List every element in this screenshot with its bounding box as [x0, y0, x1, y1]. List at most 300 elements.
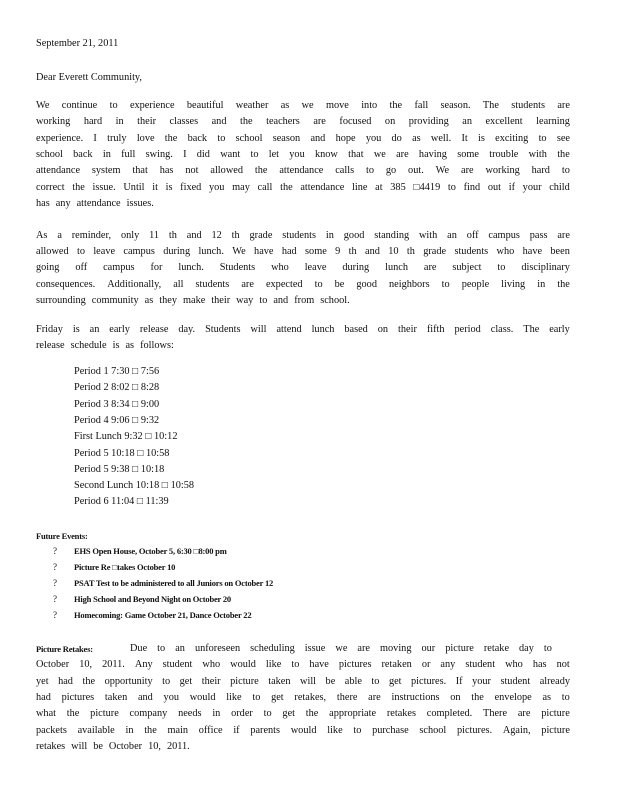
word: teachers: [266, 116, 300, 128]
word: grade: [423, 246, 447, 258]
word: school: [36, 148, 63, 160]
word: the: [82, 675, 96, 687]
word: learning: [536, 116, 570, 128]
word: as: [125, 340, 135, 351]
bullet-icon: ?: [53, 594, 57, 604]
event-item: PSAT Test to be administered to all Juniors on October 12: [74, 578, 274, 588]
word: student: [465, 659, 496, 671]
word: picture: [541, 724, 570, 736]
word: retaken: [381, 659, 412, 671]
word: school.: [320, 294, 350, 306]
text-line: [36, 99, 570, 112]
word: has: [36, 197, 50, 209]
schedule-row: Period 6 11:04 □ 11:39: [74, 496, 169, 508]
future-events-heading: Future Events:: [36, 531, 88, 541]
word: to: [291, 659, 300, 671]
word: with: [418, 230, 438, 241]
word: for: [150, 262, 163, 274]
word: go: [385, 165, 397, 177]
schedule-row: Period 1 7:30 □ 7:56: [74, 366, 160, 377]
word: in: [212, 708, 221, 720]
word: allowed: [36, 246, 69, 258]
word: pictures.: [411, 675, 447, 687]
word: issue.: [92, 181, 116, 193]
word: opportunity: [104, 675, 153, 687]
word: into: [361, 100, 378, 111]
word: The: [523, 324, 540, 335]
word: period: [454, 324, 481, 335]
word: early: [109, 324, 130, 335]
text-line: [36, 197, 160, 210]
word: th: [231, 230, 240, 241]
word: system: [91, 165, 121, 177]
word: will: [71, 740, 88, 752]
word: expected: [265, 278, 303, 290]
word: your: [472, 675, 491, 687]
word: packets: [36, 724, 67, 736]
word: people: [461, 278, 490, 290]
event-item: High School and Beyond Night on October 20: [74, 594, 231, 604]
word: 10: [388, 246, 399, 258]
word: scheduling: [250, 643, 295, 654]
word: who: [271, 262, 289, 274]
word: the: [164, 132, 178, 144]
word: release: [36, 340, 65, 351]
word: call: [257, 181, 273, 193]
text-line: [130, 642, 552, 655]
word: would: [189, 691, 216, 703]
word: there: [336, 691, 358, 703]
word: retakes: [386, 708, 416, 720]
word: instructions: [391, 691, 440, 703]
word: are: [517, 708, 531, 720]
word: exciting: [495, 132, 529, 144]
text-line: [36, 724, 570, 737]
word: had: [36, 691, 51, 703]
picture-retakes-heading: Picture Retakes:: [36, 644, 93, 654]
word: with: [528, 148, 547, 160]
word: it: [152, 181, 158, 193]
word: company: [129, 708, 168, 720]
word: has: [532, 659, 547, 671]
text-line: [36, 658, 570, 671]
word: student: [500, 675, 531, 687]
word: has: [159, 165, 174, 177]
schedule-row: Period 5 9:38 □ 10:18: [74, 463, 165, 475]
word: October: [36, 659, 70, 671]
word: that: [132, 165, 148, 177]
word: get: [388, 675, 402, 687]
word: moving: [380, 643, 412, 654]
text-line: [36, 691, 570, 704]
word: want: [220, 148, 241, 160]
word: and: [310, 132, 326, 144]
word: at: [375, 181, 383, 193]
word: back: [187, 132, 208, 144]
word: attendance: [300, 181, 345, 193]
text-line: [36, 707, 570, 720]
word: hard: [531, 165, 550, 177]
word: season: [272, 132, 301, 144]
word: lunch: [385, 262, 408, 274]
letter-date: September 21, 2011: [36, 38, 119, 49]
word: as: [144, 294, 154, 306]
word: attendance: [76, 197, 121, 209]
word: are: [557, 230, 570, 241]
word: to: [259, 294, 268, 306]
text-line: [36, 740, 196, 753]
word: to: [76, 246, 85, 258]
word: our: [421, 643, 436, 654]
word: campus: [123, 246, 155, 258]
word: to: [314, 278, 323, 290]
word: main: [167, 724, 189, 736]
word: find: [463, 181, 481, 193]
word: off: [75, 262, 88, 274]
word: We: [232, 246, 246, 258]
word: subject: [452, 262, 482, 274]
text-line: [36, 278, 570, 291]
word: all: [173, 278, 184, 290]
word: 11: [149, 230, 160, 241]
word: completed.: [426, 708, 473, 720]
word: their: [201, 675, 221, 687]
word: any: [55, 197, 71, 209]
word: in: [102, 148, 111, 160]
word: leave: [93, 246, 116, 258]
word: class.: [490, 324, 514, 335]
word: the: [557, 148, 570, 160]
word: your: [522, 181, 542, 193]
word: been: [550, 246, 570, 258]
word: There: [483, 708, 508, 720]
word: that: [348, 148, 364, 160]
word: fall: [414, 100, 429, 111]
text-line: [36, 229, 570, 242]
word: grade: [249, 230, 273, 241]
schedule-row: Period 4 9:06 □ 9:32: [74, 414, 160, 426]
word: based: [344, 324, 368, 335]
schedule-row: Period 5 10:18 □ 10:58: [74, 447, 170, 459]
word: Due: [130, 643, 148, 654]
word: season.: [440, 100, 471, 111]
word: and: [273, 294, 289, 306]
word: The: [482, 100, 499, 111]
word: or: [421, 659, 431, 671]
word: we: [373, 148, 386, 160]
word: to: [217, 132, 226, 144]
word: they: [159, 294, 177, 306]
word: make: [182, 294, 206, 306]
word: If: [455, 675, 463, 687]
word: you: [163, 691, 179, 703]
word: needs: [178, 708, 202, 720]
word: consequences.: [36, 278, 96, 290]
word: appropriate: [329, 708, 377, 720]
word: and: [137, 691, 153, 703]
word: any: [440, 659, 456, 671]
word: in: [537, 278, 546, 290]
word: Additionally,: [107, 278, 162, 290]
word: are: [461, 165, 474, 177]
word: taken: [268, 675, 291, 687]
word: you: [289, 148, 305, 160]
word: going: [36, 262, 60, 274]
word: the: [144, 724, 157, 736]
word: like: [265, 659, 282, 671]
word: out.: [408, 165, 424, 177]
word: excellent: [485, 116, 523, 128]
word: campus: [488, 230, 520, 241]
word: I: [183, 148, 187, 160]
word: I: [93, 132, 97, 144]
word: order: [231, 708, 253, 720]
word: neighbors: [389, 278, 430, 290]
word: students: [454, 246, 489, 258]
word: th: [168, 230, 177, 241]
text-line: [36, 164, 570, 177]
word: retake: [483, 643, 510, 654]
word: As: [36, 230, 48, 241]
word: day.: [178, 324, 196, 335]
text-line: [36, 261, 570, 274]
word: living: [501, 278, 526, 290]
word: way: [236, 294, 254, 306]
word: attendance: [36, 165, 81, 177]
schedule-row: First Lunch 9:32 □ 10:12: [74, 431, 178, 443]
word: Again,: [502, 724, 531, 736]
word: is: [165, 181, 173, 193]
word: their: [398, 324, 417, 335]
event-item: EHS Open House, October 5, 6:30 □8:00 pm: [74, 546, 227, 556]
word: □4419: [413, 181, 441, 193]
text-line: [36, 148, 570, 161]
word: on: [450, 691, 461, 703]
word: We: [435, 165, 450, 177]
word: the: [280, 181, 293, 193]
word: to: [250, 148, 259, 160]
word: some: [457, 148, 479, 160]
word: attendance: [279, 165, 324, 177]
word: did: [196, 148, 210, 160]
word: correct: [36, 181, 65, 193]
word: if: [233, 724, 240, 736]
word: calls: [335, 165, 355, 177]
word: 385: [390, 181, 406, 193]
word: the: [557, 278, 570, 290]
schedule-row: Period 3 8:34 □ 9:00: [74, 398, 160, 410]
word: see: [556, 132, 570, 144]
word: envelope: [494, 691, 532, 703]
word: to: [252, 691, 261, 703]
word: lunch: [311, 324, 335, 335]
word: focused: [339, 116, 372, 128]
word: day: [519, 643, 534, 654]
word: early: [549, 324, 570, 335]
word: schedule: [70, 340, 107, 351]
word: the: [305, 708, 319, 720]
word: have: [309, 659, 329, 671]
word: picture: [230, 675, 259, 687]
word: standing: [374, 230, 410, 241]
word: reminder,: [71, 230, 112, 241]
word: is: [112, 340, 120, 351]
word: their: [137, 116, 157, 128]
word: is: [478, 132, 485, 144]
word: know: [314, 148, 338, 160]
word: out: [487, 181, 502, 193]
text-line: [36, 115, 570, 128]
word: you: [209, 181, 225, 193]
word: issue: [304, 643, 326, 654]
word: we: [301, 100, 314, 111]
word: would: [230, 659, 256, 671]
word: who: [505, 659, 523, 671]
word: lunch.: [178, 262, 204, 274]
word: have: [254, 246, 274, 258]
word: to: [497, 262, 506, 274]
word: working: [36, 116, 71, 128]
word: an: [462, 116, 472, 128]
word: in: [125, 724, 134, 736]
word: during: [342, 262, 370, 274]
event-item: Picture Re □takes October 10: [74, 562, 176, 572]
text-line: [36, 132, 570, 145]
word: to: [365, 165, 374, 177]
word: attend: [276, 324, 302, 335]
word: 9: [335, 246, 341, 258]
word: in: [115, 116, 124, 128]
word: pictures: [338, 659, 372, 671]
word: to: [543, 643, 552, 654]
word: from: [294, 294, 315, 306]
word: 10,: [79, 659, 93, 671]
word: Friday: [36, 324, 63, 335]
word: are: [241, 278, 254, 290]
word: are: [557, 100, 570, 111]
word: love: [136, 132, 155, 144]
word: will: [250, 324, 267, 335]
schedule-row: Period 2 8:02 □ 8:28: [74, 382, 160, 394]
word: unforeseen: [194, 643, 241, 654]
word: Students: [205, 324, 241, 335]
word: full: [121, 148, 136, 160]
word: issues.: [126, 197, 154, 209]
word: and: [186, 230, 202, 241]
word: available: [77, 724, 115, 736]
word: you: [365, 132, 382, 144]
word: as: [412, 132, 421, 144]
word: th: [406, 246, 415, 258]
word: good: [356, 278, 377, 290]
word: swing.: [145, 148, 173, 160]
word: able: [344, 675, 362, 687]
word: 10,: [148, 740, 161, 752]
word: experience.: [36, 132, 84, 144]
word: school: [419, 724, 447, 736]
word: pass: [529, 230, 548, 241]
word: on: [384, 116, 396, 128]
word: hope: [335, 132, 356, 144]
word: are: [423, 262, 437, 274]
word: to: [441, 278, 450, 290]
word: move: [325, 100, 349, 111]
word: th: [348, 246, 357, 258]
word: Until: [123, 181, 145, 193]
word: on: [377, 324, 389, 335]
word: an: [89, 324, 100, 335]
word: some: [305, 246, 327, 258]
word: off: [466, 230, 479, 241]
word: the: [66, 708, 80, 720]
word: if: [508, 181, 515, 193]
word: Any: [134, 659, 153, 671]
word: continue: [61, 100, 98, 111]
word: as: [542, 691, 552, 703]
word: line: [352, 181, 368, 193]
word: had: [281, 246, 297, 258]
word: parents: [250, 724, 281, 736]
word: is: [72, 324, 80, 335]
word: pictures: [61, 691, 95, 703]
word: to: [447, 181, 456, 193]
text-line: [36, 675, 570, 688]
word: during: [163, 246, 191, 258]
word: their: [211, 294, 231, 306]
word: leave: [304, 262, 327, 274]
bullet-icon: ?: [53, 610, 57, 620]
word: trouble: [489, 148, 519, 160]
word: have: [522, 246, 543, 258]
word: what: [36, 708, 57, 720]
word: like: [226, 691, 242, 703]
word: picture: [445, 643, 474, 654]
word: to: [162, 675, 171, 687]
word: get: [271, 691, 284, 703]
word: be: [93, 740, 103, 752]
word: who: [496, 246, 515, 258]
word: not: [556, 659, 570, 671]
word: pictures.: [456, 724, 493, 736]
word: will: [300, 675, 317, 687]
word: experience: [129, 100, 175, 111]
word: back: [73, 148, 93, 160]
event-item: Homecoming: Game October 21, Dance October 22: [74, 610, 252, 620]
text-line: [36, 339, 180, 352]
word: disciplinary: [521, 262, 570, 274]
word: child: [549, 181, 570, 193]
word: fifth: [426, 324, 445, 335]
word: students: [282, 230, 317, 241]
word: 12: [211, 230, 222, 241]
word: not: [185, 165, 199, 177]
word: to: [561, 691, 570, 703]
word: taken: [104, 691, 128, 703]
word: are: [396, 148, 409, 160]
word: follows:: [140, 340, 174, 351]
word: 2011.: [102, 659, 125, 671]
word: picture: [541, 708, 570, 720]
text-line: [36, 294, 356, 307]
word: a: [57, 230, 62, 241]
word: office: [198, 724, 223, 736]
word: beautiful: [186, 100, 224, 111]
word: the: [471, 691, 484, 703]
text-line: [36, 245, 570, 258]
word: release: [139, 324, 169, 335]
word: working: [485, 165, 520, 177]
word: weather: [235, 100, 269, 111]
